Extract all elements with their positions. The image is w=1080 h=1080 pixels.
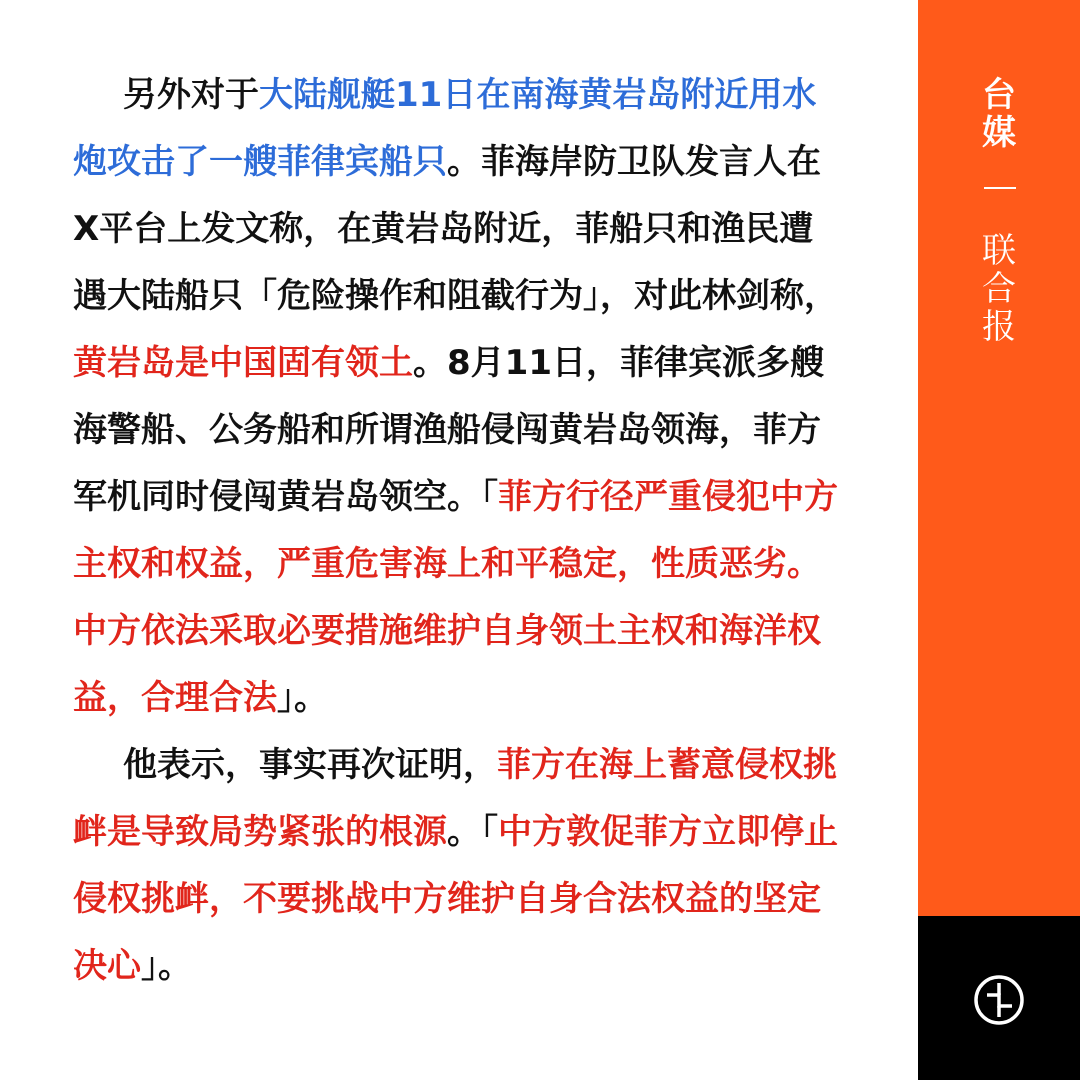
highlight-red: 黄岩岛是中国固有领土: [73, 343, 413, 383]
paragraph-1: [73, 62, 843, 732]
text-segment: 。菲海岸防卫队发言人在X平台上发文称，在黄岩岛附近，菲船只和渔民遭遇大陆船只「危险操作和阻截行为」，对此林剑称，: [73, 142, 838, 316]
highlight-link-blue[interactable]: 大陆舰艇11日在南海黄岩岛附近用水炮攻击了一艘菲律宾船只: [73, 75, 817, 182]
highlight-red: 菲方行径严重侵犯中方主权和权益，严重危害海上和平稳定，性质恶劣。中方依法采取必要措施维护自身领土主权和海洋权益，合理合法: [73, 477, 838, 718]
text-segment: 」。: [141, 946, 192, 986]
paragraph-2: [73, 732, 843, 1000]
divider-dash: [984, 187, 1016, 189]
side-panel-black: [918, 916, 1080, 1080]
side-panel: [918, 0, 1080, 1080]
text-segment: 」。: [277, 678, 328, 718]
text-segment: 。8月11日，菲律宾派多艘海警船、公务船和所谓渔船侵闯黄岩岛领海，菲方军机同时侵闯黄岩岛领空。「: [73, 343, 824, 517]
circle-logo-icon: [973, 974, 1025, 1026]
article-body: [73, 62, 843, 1000]
highlight-red: 中方敦促菲方立即停止侵权挑衅，不要挑战中方维护自身合法权益的坚定决心: [73, 812, 838, 986]
highlight-red: 菲方在海上蓄意侵权挑衅是导致局势紧张的根源: [73, 745, 837, 852]
text-segment: 他表示，事实再次证明，: [123, 745, 497, 785]
source-label: 台媒: [982, 75, 1016, 153]
side-panel-orange: [918, 0, 1080, 916]
text-segment: 。「: [447, 812, 498, 852]
publisher-name: 联合报: [982, 231, 1016, 347]
text-segment: 另外对于: [123, 75, 259, 115]
